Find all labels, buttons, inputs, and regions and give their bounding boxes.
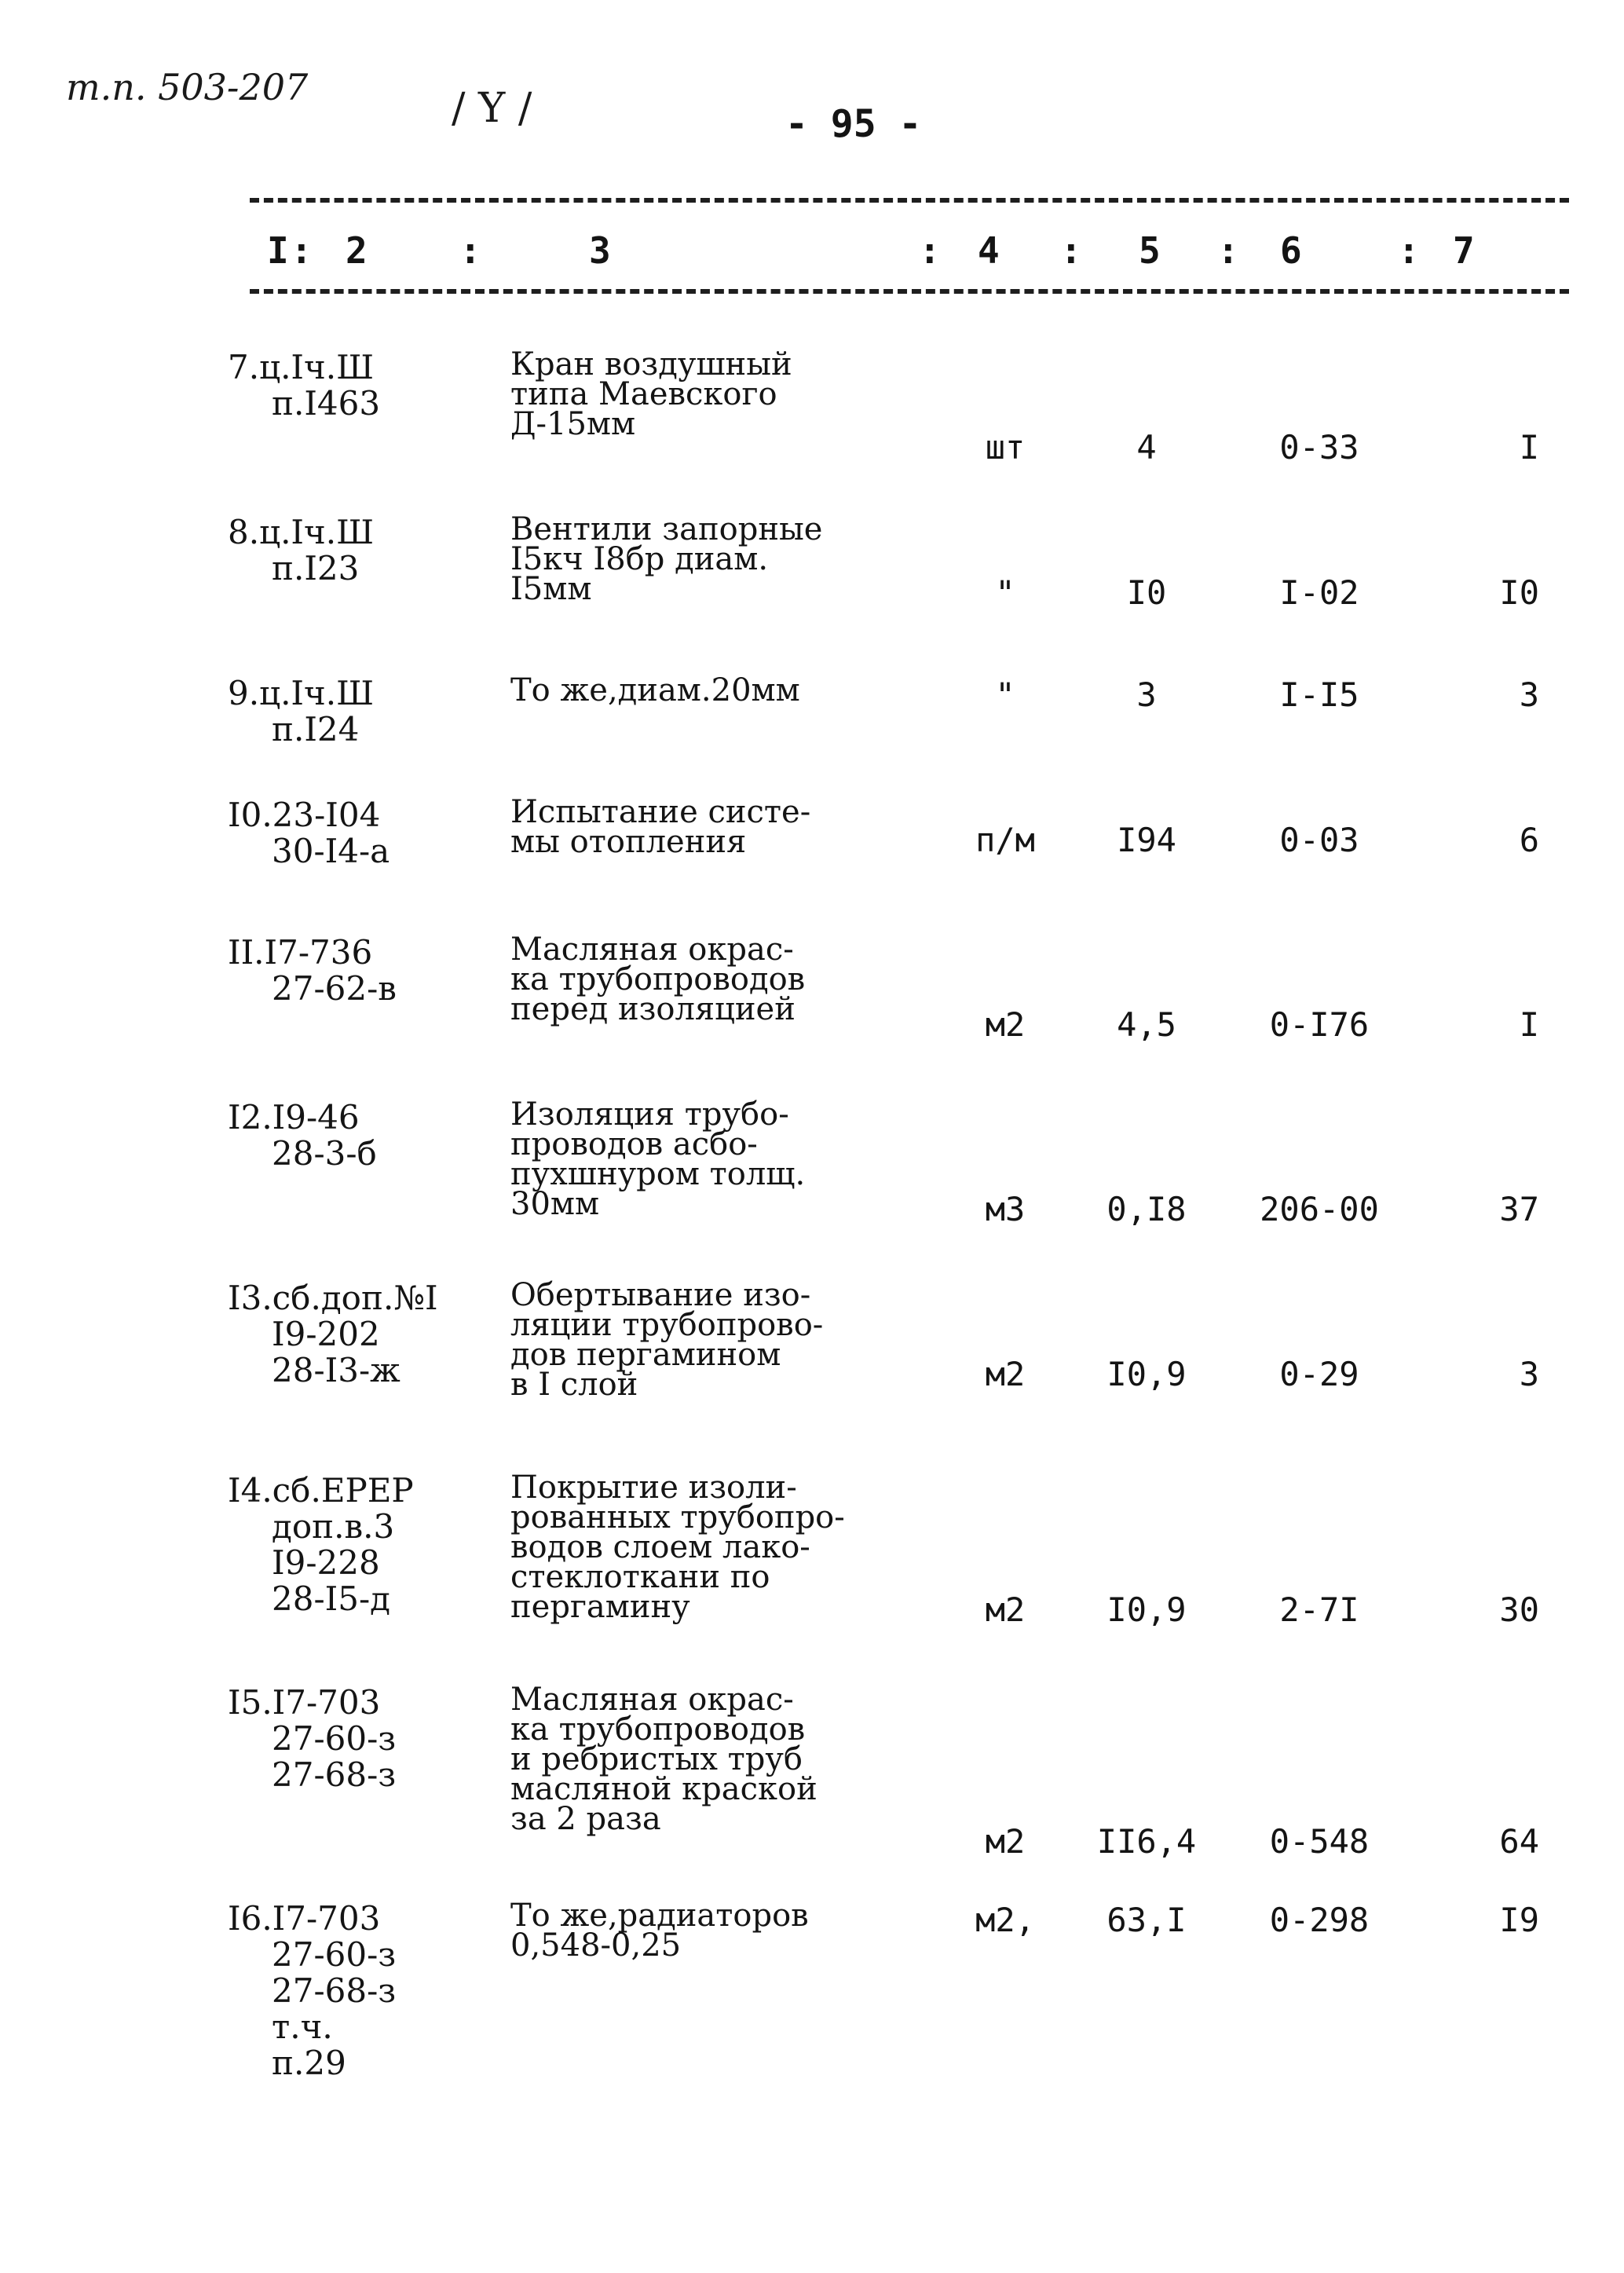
code-cell xyxy=(228,514,374,587)
code-line: п.I24 xyxy=(272,710,360,749)
code-cell xyxy=(228,935,397,1007)
column-separator: : xyxy=(1398,229,1420,272)
total-cell: I xyxy=(1519,1005,1539,1044)
price-cell: 0-33 xyxy=(1279,428,1359,467)
description-line: масляной краской xyxy=(510,1771,817,1807)
price-cell: I-02 xyxy=(1279,573,1359,612)
description-cell xyxy=(510,511,919,607)
unit-cell: м3 xyxy=(985,1190,1026,1228)
unit-cell: м2, xyxy=(975,1901,1035,1939)
code-line: 8.ц.Iч.Ш xyxy=(228,513,375,551)
code-line: 27-62-в xyxy=(272,969,397,1008)
unit-cell: " xyxy=(995,573,1015,612)
quantity-cell: I0,9 xyxy=(1106,1355,1187,1393)
description-cell xyxy=(510,1682,919,1837)
price-cell: 0-I76 xyxy=(1269,1005,1370,1044)
description-line: ка трубопроводов xyxy=(510,1711,806,1748)
document-code: т.п. 503-207 xyxy=(66,66,309,108)
description-line: Обертывание изо- xyxy=(510,1277,811,1313)
description-line: То же,диам.20мм xyxy=(510,672,800,708)
code-line: I6.I7-703 xyxy=(228,1899,381,1938)
description-line: пухшнуром толщ. xyxy=(510,1156,806,1192)
description-line: ка трубопроводов xyxy=(510,961,806,997)
code-line: I9-202 xyxy=(272,1315,380,1353)
description-line: Изоляция трубо- xyxy=(510,1096,789,1133)
price-cell: 2-7I xyxy=(1279,1590,1359,1629)
code-line: доп.в.3 xyxy=(272,1507,395,1546)
code-line: I9-228 xyxy=(272,1543,380,1582)
description-line: проводов асбо- xyxy=(510,1126,758,1162)
code-line: 27-60-з xyxy=(272,1935,397,1974)
total-cell: I0 xyxy=(1499,573,1539,612)
code-line: т.ч. xyxy=(272,2008,333,2046)
code-cell xyxy=(228,1473,414,1617)
description-line: типа Маевского xyxy=(510,376,777,412)
total-cell: 3 xyxy=(1519,675,1539,714)
description-line: в I слой xyxy=(510,1367,638,1403)
description-cell xyxy=(510,672,919,708)
description-line: мы отопления xyxy=(510,824,747,860)
unit-cell: " xyxy=(995,675,1015,714)
price-cell: 0-29 xyxy=(1279,1355,1359,1393)
description-line: I5мм xyxy=(510,571,592,607)
price-cell: 0-03 xyxy=(1279,821,1359,859)
description-line: 0,548-0,25 xyxy=(510,1927,682,1964)
code-cell xyxy=(228,675,374,748)
unit-cell: м2 xyxy=(985,1822,1026,1861)
code-line: I5.I7-703 xyxy=(228,1683,381,1722)
description-cell xyxy=(510,1096,919,1222)
description-cell xyxy=(510,794,919,860)
quantity-cell: I94 xyxy=(1117,821,1176,859)
quantity-cell: I0 xyxy=(1126,573,1167,612)
column-header-5: 5 xyxy=(1139,229,1161,272)
column-header-3: 3 xyxy=(589,229,611,272)
price-cell: 206-00 xyxy=(1260,1190,1379,1228)
column-separator: : xyxy=(291,229,313,272)
total-cell: I9 xyxy=(1499,1901,1539,1939)
code-line: 28-3-б xyxy=(272,1134,377,1173)
price-cell: 0-548 xyxy=(1269,1822,1370,1861)
description-line: стеклоткани по xyxy=(510,1559,770,1595)
unit-cell: м2 xyxy=(985,1590,1026,1629)
code-cell xyxy=(228,797,390,869)
code-cell xyxy=(228,1685,396,1793)
description-line: перед изоляцией xyxy=(510,991,796,1027)
column-separator: : xyxy=(919,229,941,272)
header-bottom-rule xyxy=(250,289,1569,294)
description-line: ляции трубопрово- xyxy=(510,1307,824,1343)
code-cell xyxy=(228,1901,396,2081)
unit-cell: п/м xyxy=(975,821,1035,859)
description-line: за 2 раза xyxy=(510,1801,661,1837)
quantity-cell: 3 xyxy=(1136,675,1157,714)
description-cell xyxy=(510,1470,919,1625)
total-cell: 30 xyxy=(1499,1590,1539,1629)
code-line: I4.сб.ЕРЕР xyxy=(228,1471,414,1510)
description-cell xyxy=(510,346,919,442)
description-line: рованных трубопро- xyxy=(510,1499,845,1535)
code-line: I3.сб.доп.№I xyxy=(228,1279,438,1317)
code-line: п.29 xyxy=(272,2044,346,2082)
code-line: п.I463 xyxy=(272,384,381,423)
total-cell: 64 xyxy=(1499,1822,1539,1861)
code-line: 9.ц.Iч.Ш xyxy=(228,674,375,712)
code-line: 27-68-з xyxy=(272,1971,397,2010)
description-line: Масляная окрас- xyxy=(510,932,794,968)
code-line: 27-68-з xyxy=(272,1755,397,1794)
code-line: 7.ц.Iч.Ш xyxy=(228,348,375,386)
description-line: То же,радиаторов xyxy=(510,1898,809,1934)
price-cell: 0-298 xyxy=(1269,1901,1370,1939)
page-number: - 95 - xyxy=(785,102,922,146)
header-top-rule xyxy=(250,198,1569,203)
code-cell xyxy=(228,1100,377,1172)
column-header-1: I xyxy=(267,229,289,272)
quantity-cell: 63,I xyxy=(1106,1901,1187,1939)
code-cell xyxy=(228,350,380,422)
total-cell: I xyxy=(1519,428,1539,467)
description-cell xyxy=(510,1898,919,1964)
description-line: водов слоем лако- xyxy=(510,1529,810,1565)
unit-cell: м2 xyxy=(985,1005,1026,1044)
quantity-cell: I0,9 xyxy=(1106,1590,1187,1629)
quantity-cell: 4 xyxy=(1136,428,1157,467)
description-line: пергамину xyxy=(510,1589,690,1625)
unit-cell: шт xyxy=(985,428,1026,467)
description-line: Масляная окрас- xyxy=(510,1682,794,1718)
column-separator: : xyxy=(459,229,481,272)
unit-cell: м2 xyxy=(985,1355,1026,1393)
description-line: Испытание систе- xyxy=(510,794,811,830)
sheet-mark: / Y / xyxy=(452,85,532,132)
code-cell xyxy=(228,1280,438,1389)
code-line: 27-60-з xyxy=(272,1719,397,1758)
description-line: дов пергамином xyxy=(510,1337,781,1373)
total-cell: 37 xyxy=(1499,1190,1539,1228)
total-cell: 3 xyxy=(1519,1355,1539,1393)
code-line: I2.I9-46 xyxy=(228,1098,360,1136)
code-line: 28-I5-д xyxy=(272,1579,390,1618)
code-line: 28-I3-ж xyxy=(272,1351,401,1389)
code-line: II.I7-736 xyxy=(228,933,373,972)
price-cell: I-I5 xyxy=(1279,675,1359,714)
description-line: Покрытие изоли- xyxy=(510,1470,797,1506)
code-line: I0.23-I04 xyxy=(228,796,381,834)
description-line: Вентили запорные xyxy=(510,511,823,547)
description-cell xyxy=(510,932,919,1027)
description-line: и ребристых труб xyxy=(510,1741,803,1777)
code-line: 30-I4-а xyxy=(272,832,390,870)
quantity-cell: 0,I8 xyxy=(1106,1190,1187,1228)
column-separator: : xyxy=(1060,229,1082,272)
quantity-cell: 4,5 xyxy=(1117,1005,1176,1044)
description-line: I5кч I8бр диам. xyxy=(510,541,769,577)
code-line: п.I23 xyxy=(272,549,360,587)
description-line: Д-15мм xyxy=(510,406,636,442)
quantity-cell: II6,4 xyxy=(1096,1822,1197,1861)
column-separator: : xyxy=(1217,229,1239,272)
description-line: 30мм xyxy=(510,1186,600,1222)
column-header-2: 2 xyxy=(346,229,368,272)
total-cell: 6 xyxy=(1519,821,1539,859)
column-header-4: 4 xyxy=(978,229,1000,272)
column-header-6: 6 xyxy=(1280,229,1302,272)
description-cell xyxy=(510,1277,919,1403)
description-line: Кран воздушный xyxy=(510,346,792,382)
column-header-7: 7 xyxy=(1453,229,1475,272)
